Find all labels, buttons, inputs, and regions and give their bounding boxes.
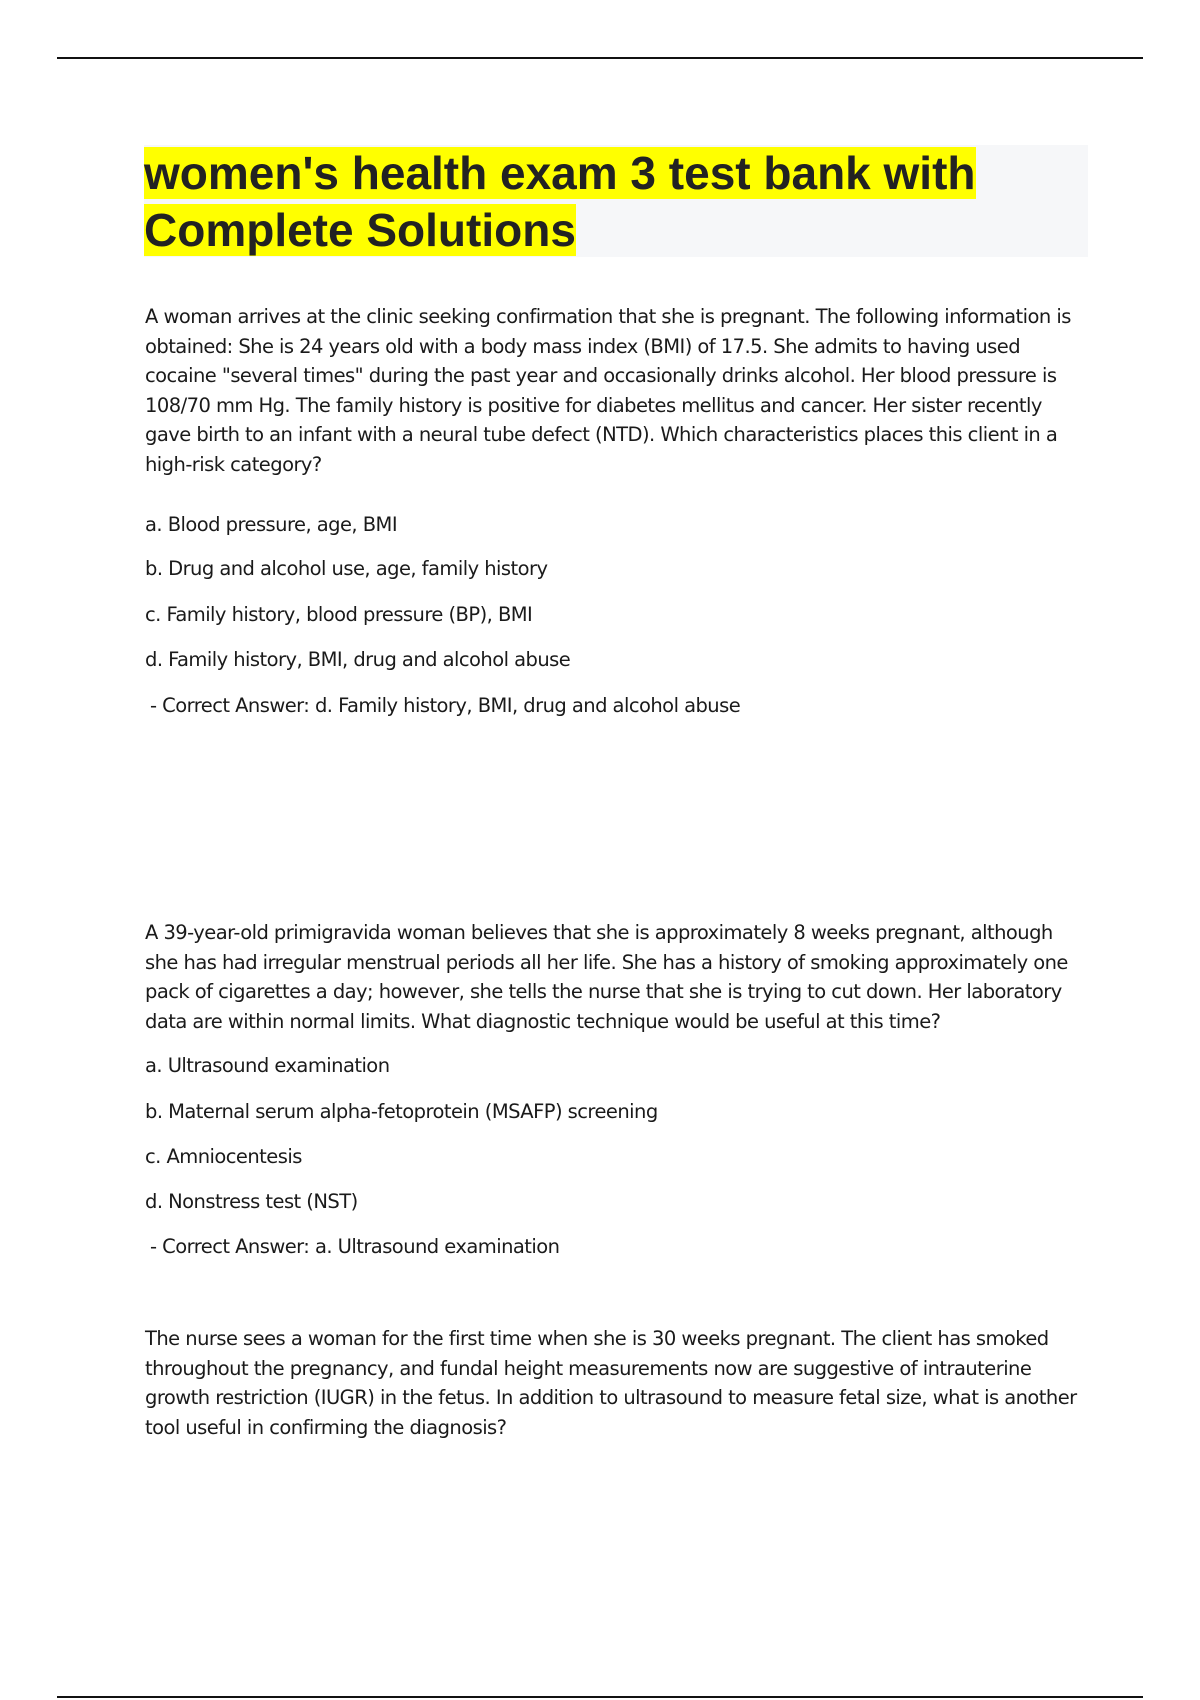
question-2-option-c: c. Amniocentesis xyxy=(145,1145,302,1168)
question-2-option-a: a. Ultrasound examination xyxy=(145,1054,390,1077)
question-2-text: A 39-year-old primigravida woman believes that she is approximately 8 weeks pregnant, although she has had irregular menstrual periods all her life. She has a history of smoking approximately one pack of cigarettes a day; however, she tells the nurse that she is trying to cut down. Her laboratory data are within normal limits. What diagnostic technique would be useful at this time? xyxy=(145,921,1068,1033)
question-1-option-d: d. Family history, BMI, drug and alcohol abuse xyxy=(145,648,571,671)
question-1-option-a: a. Blood pressure, age, BMI xyxy=(145,513,398,536)
question-2-option-d: d. Nonstress test (NST) xyxy=(145,1190,358,1213)
question-1-option-c: c. Family history, blood pressure (BP), BMI xyxy=(145,603,533,626)
top-rule xyxy=(57,57,1143,59)
question-1-option-b: b. Drug and alcohol use, age, family history xyxy=(145,557,548,580)
document-title xyxy=(144,145,1088,259)
question-2-option-b: b. Maternal serum alpha-fetoprotein (MSAFP) screening xyxy=(145,1100,658,1123)
question-3-text: The nurse sees a woman for the first time when she is 30 weeks pregnant. The client has smoked throughout the pregnancy, and fundal height measurements now are suggestive of intrauterine growth restriction (IUGR) in the fetus. In addition to ultrasound to measure fetal size, what is another tool useful in confirming the diagnosis? xyxy=(145,1327,1077,1439)
title-line-2: Complete Solutions xyxy=(144,204,576,256)
title-block xyxy=(144,145,1088,257)
bottom-rule xyxy=(57,1696,1143,1698)
title-line-1: women's health exam 3 test bank with xyxy=(144,147,976,199)
question-2-answer: - Correct Answer: a. Ultrasound examination xyxy=(150,1235,560,1258)
question-1-text: A woman arrives at the clinic seeking confirmation that she is pregnant. The following information is obtained: She is 24 years old with a body mass index (BMI) of 17.5. She admits to having used cocaine "several times" during the past year and occasionally drinks alcohol. Her blood pressure is 108/70 mm Hg. The family history is positive for diabetes mellitus and cancer. Her sister recently gave birth to an infant with a neural tube defect (NTD). Which characteristics places this client in a high-risk category? xyxy=(145,305,1071,476)
question-1-answer: - Correct Answer: d. Family history, BMI, drug and alcohol abuse xyxy=(150,694,741,717)
